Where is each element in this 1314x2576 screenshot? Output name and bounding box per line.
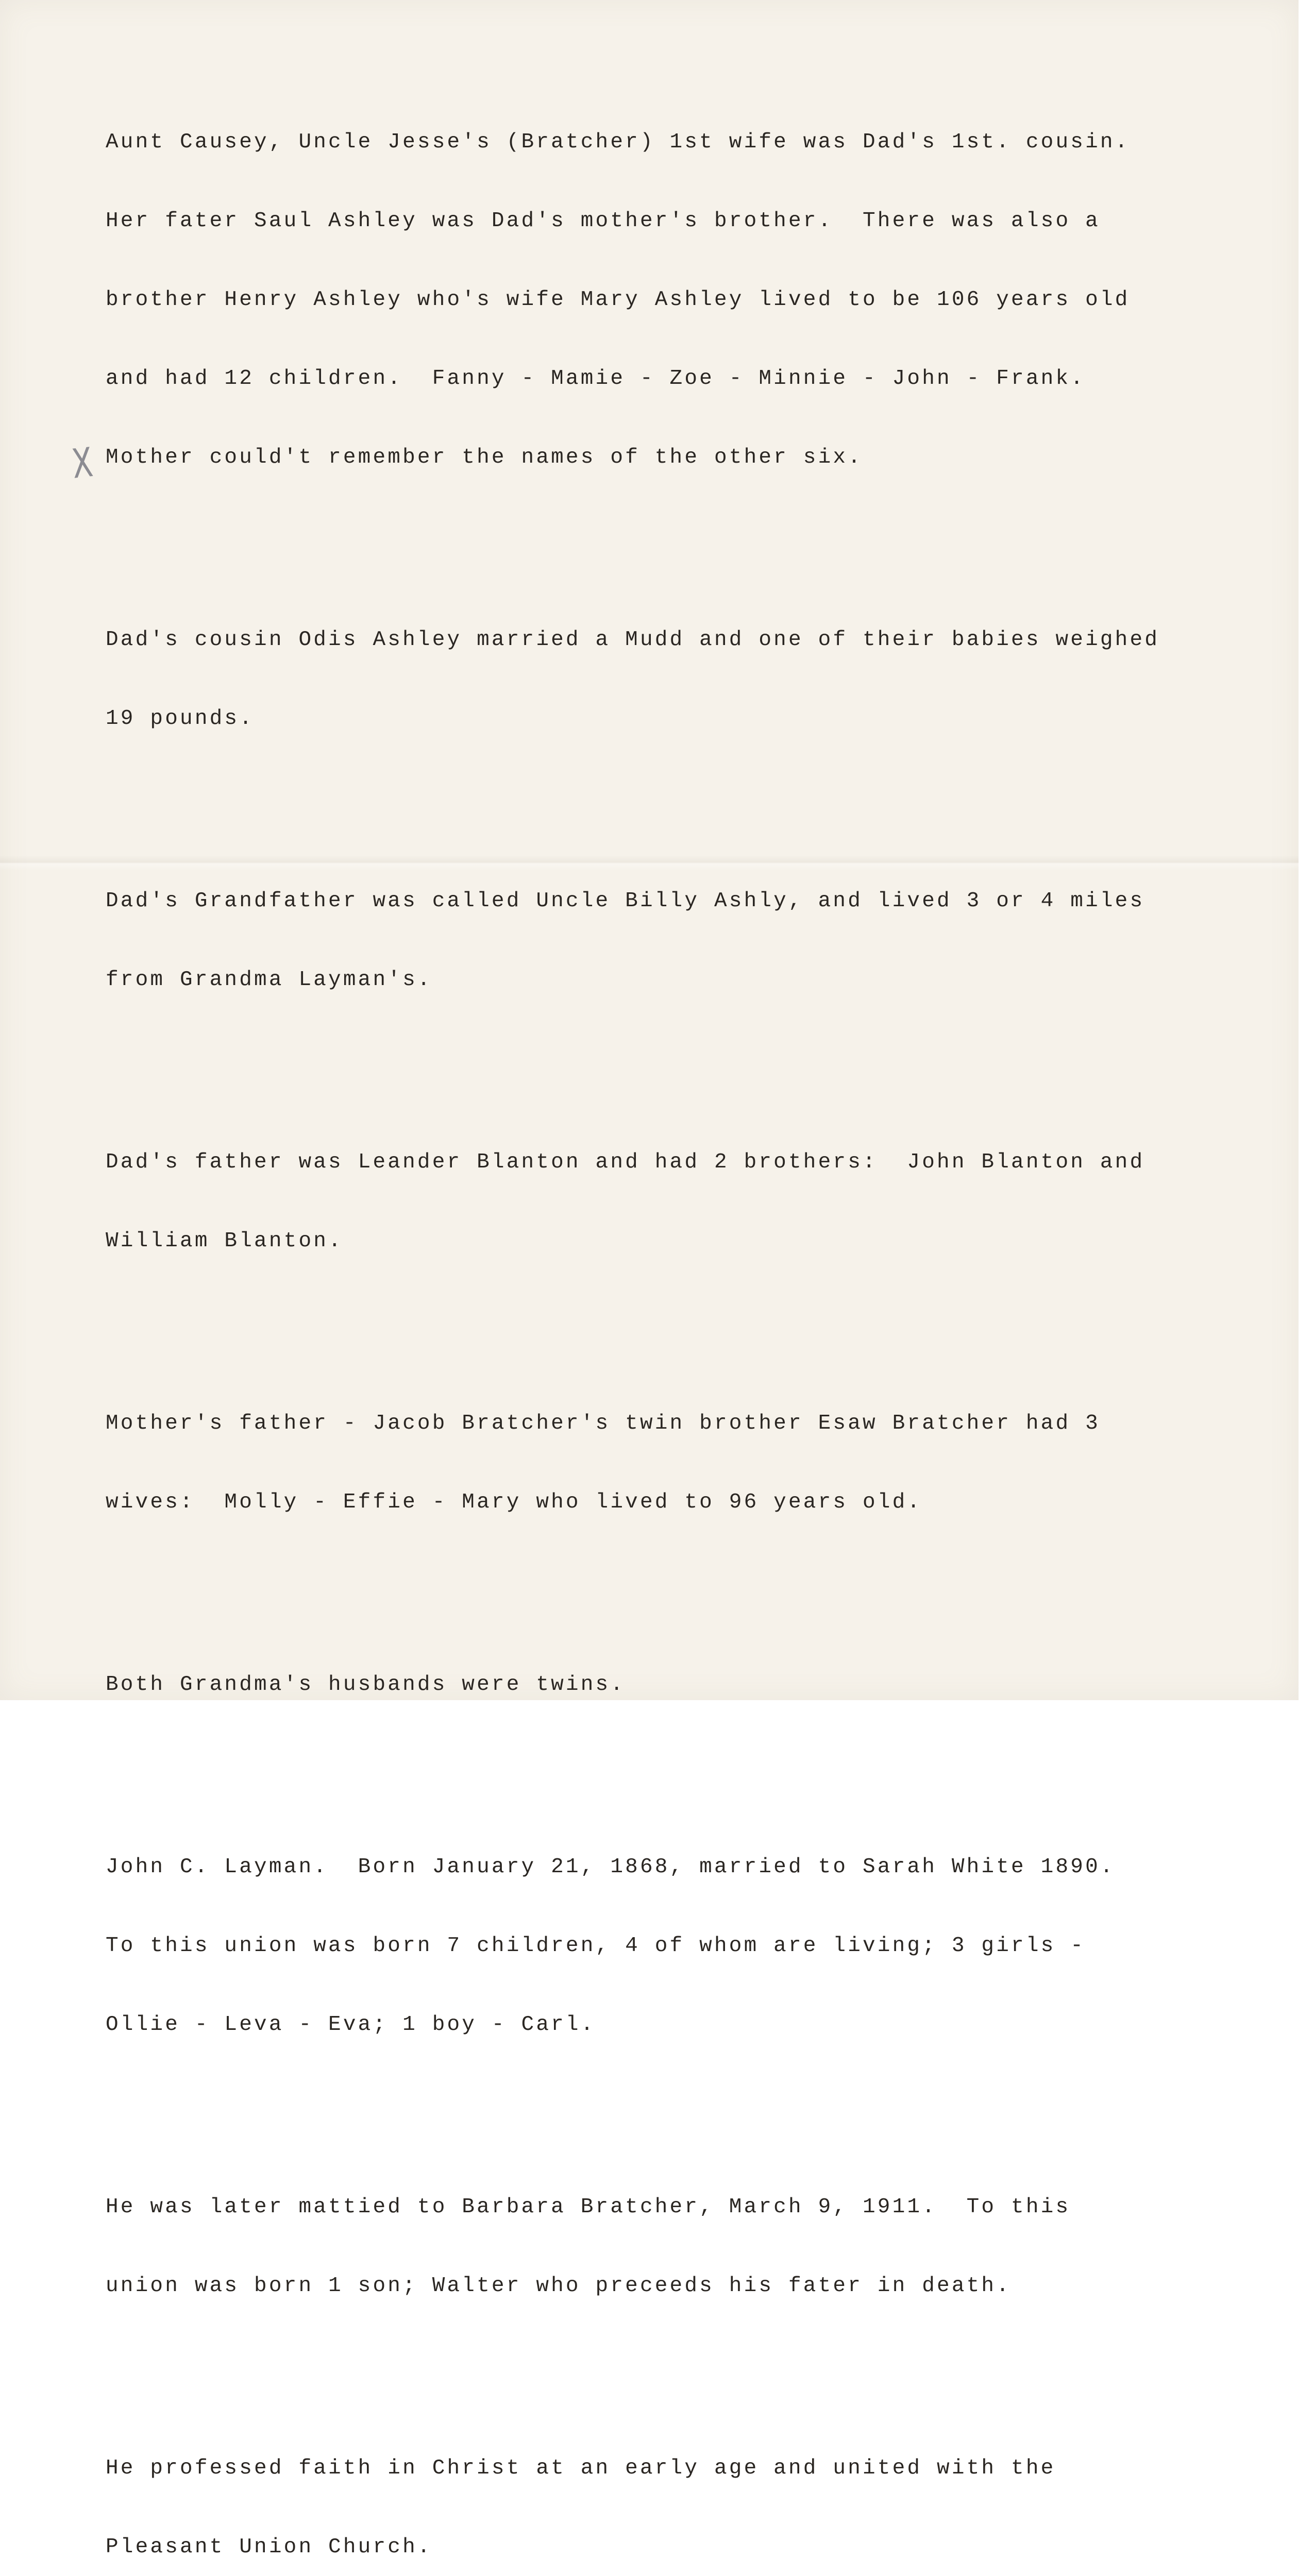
text-line: Ollie - Leva - Eva; 1 boy - Carl. bbox=[106, 2013, 596, 2037]
text-line: To this union was born 7 children, 4 of whom are living; 3 girls - bbox=[106, 1934, 1086, 1958]
text-line: Aunt Causey, Uncle Jesse's (Bratcher) 1st wife was Dad's 1st. cousin. bbox=[106, 130, 1130, 154]
text-line: William Blanton. bbox=[106, 1229, 343, 1253]
text-line: Dad's cousin Odis Ashley married a Mudd and one of their babies weighed bbox=[106, 628, 1160, 652]
text-line: Mother could't remember the names of the other six. bbox=[106, 446, 863, 469]
text-line: from Grandma Layman's. bbox=[106, 968, 432, 992]
text-line: wives: Molly - Effie - Mary who lived to 96 years old. bbox=[106, 1490, 922, 1514]
text-line: He professed faith in Christ at an early age and united with the bbox=[106, 2456, 1056, 2480]
text-line: He was later mattied to Barbara Bratcher, March 9, 1911. To this bbox=[106, 2195, 1071, 2219]
text-line: John C. Layman. Born January 21, 1868, married to Sarah White 1890. bbox=[106, 1855, 1115, 1879]
text-line: Both Grandma's husbands were twins. bbox=[106, 1673, 626, 1697]
text-line: brother Henry Ashley who's wife Mary Ashley lived to be 106 years old bbox=[106, 288, 1130, 312]
text-line: Her fater Saul Ashley was Dad's mother's brother. There was also a bbox=[106, 209, 1100, 233]
handwritten-x-mark: X bbox=[70, 438, 95, 488]
text-line: Dad's Grandfather was called Uncle Billy Ashly, and lived 3 or 4 miles bbox=[106, 889, 1145, 913]
text-line: Pleasant Union Church. bbox=[106, 2535, 432, 2559]
typed-text-body bbox=[106, 50, 1239, 2576]
text-line: Dad's father was Leander Blanton and had 2 brothers: John Blanton and bbox=[106, 1150, 1145, 1174]
text-line: union was born 1 son; Walter who preceeds his fater in death. bbox=[106, 2274, 1012, 2298]
text-line: and had 12 children. Fanny - Mamie - Zoe - Minnie - John - Frank. bbox=[106, 367, 1086, 391]
text-line: Mother's father - Jacob Bratcher's twin brother Esaw Bratcher had 3 bbox=[106, 1412, 1100, 1435]
text-line: 19 pounds. bbox=[106, 707, 255, 731]
